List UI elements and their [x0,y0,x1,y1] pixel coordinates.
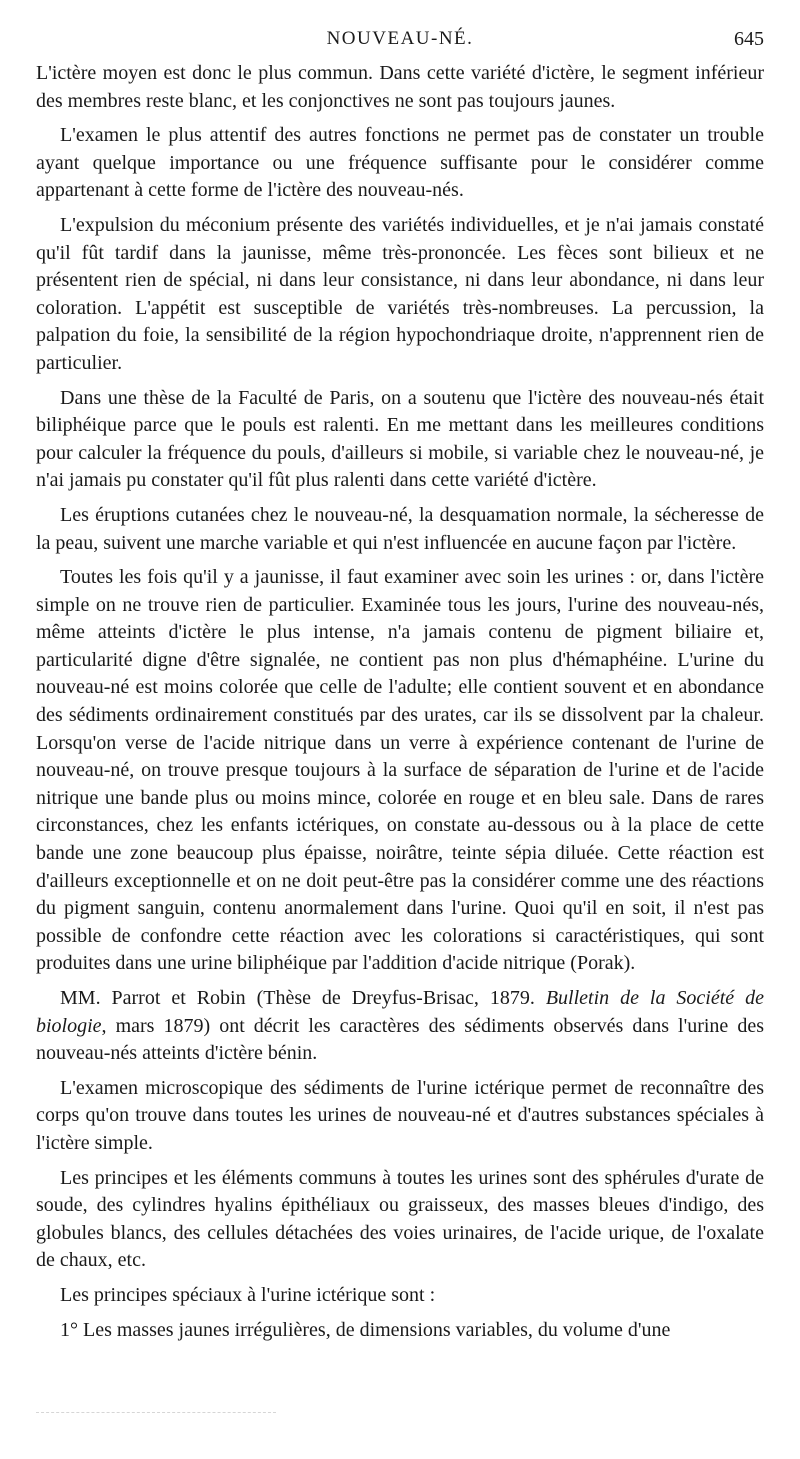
page-number: 645 [734,28,764,50]
page-body [36,60,764,1351]
paragraph: Les éruptions cutanées chez le nouveau-né, la desquamation normale, la sécheresse de la peau, suivent une marche variable et qui n'est influencée en aucune façon par l'ictère. [36,503,764,554]
paragraph: Dans une thèse de la Faculté de Paris, on a soutenu que l'ictère des nouveau-nés était biliphéique parce que le pouls est ralenti. En me mettant dans les meilleures conditions pour calculer la fréquence du pouls, d'ailleurs si mobile, si variable chez le nouveau-né, je n'ai jamais pu constater qu'il fût plus ralenti dans cette variété d'ictère. [36,386,764,492]
running-header [36,28,764,58]
scan-artifact [36,1412,276,1413]
paragraph: L'ictère moyen est donc le plus commun. Dans cette variété d'ictère, le segment inférieur des membres reste blanc, et les conjonctives ne sont pas toujours jaunes. [36,62,764,112]
citation-paragraph [36,985,764,1068]
journal-title: Bulletin de la Société de biologie [36,987,764,1037]
citation-text-after: , mars 1879) ont décrit les caractères des sédiments observés dans l'urine des nouveau-nés atteints d'ictère bénin. [36,1014,764,1065]
paragraph: Toutes les fois qu'il y a jaunisse, il faut examiner avec soin les urines : or, dans l'ictère simple on ne trouve rien de particulier. Examinée tous les jours, l'urine des nouveau-nés, même atteints d'ictère le plus intense, n'a jamais contenu de pigment biliaire et, particularité digne d'être signalée, ne contient pas non plus d'hémaphéine. L'urine du nouveau-né est moins colorée que celle de l'adulte; elle contient souvent et en abondance des sédiments ordinairement constitués par des urates, car ils se dissolvent par la chaleur. Lorsqu'on verse de l'acide nitrique dans un verre à expérience contenant de l'urine de nouveau-né, on trouve presque toujours à la surface de séparation de l'urine et de l'acide nitrique une bande plus ou moins mince, colorée en rouge et en bleu sale. Dans de rares circonstances, chez les enfants ictériques, on constate au-dessous ou à la place de cette bande une zone beaucoup plus épaisse, noirâtre, teinte sépia diluée. Cette réaction est d'ailleurs exceptionnelle et on ne doit peut-être pas la considérer comme une des réactions du pigment sanguin, contenu anormalement dans l'urine. Quoi qu'il en soit, il n'est pas possible de confondre cette réaction avec les colorations si caractéristiques, qui sont produites dans une urine biliphéique par l'addition d'acide nitrique (Porak). [36,566,764,975]
paragraph: 1° Les masses jaunes irrégulières, de dimensions variables, du volume d'une [60,1318,671,1341]
paragraph: Les principes et les éléments communs à toutes les urines sont des sphérules d'urate de soude, des cylindres hyalins épithéliaux ou graisseux, des masses bleues d'indigo, des globules blancs, des cellules détachées des voies urinaires, de l'acide urique, de l'oxalate de chaux, etc. [36,1166,764,1272]
paragraph: L'examen microscopique des sédiments de l'urine ictérique permet de reconnaître des corps qu'on trouve dans toutes les urines de nouveau-né et d'autres substances spéciales à l'ictère simple. [36,1076,764,1154]
running-title: NOUVEAU-NÉ. [326,28,474,49]
paragraph: L'examen le plus attentif des autres fonctions ne permet pas de constater un trouble ayant quelque importance ou une fréquence suffisante pour le considérer comme appartenant à cette forme de l'ictère des nouveau-nés. [36,124,764,202]
paragraph: L'expulsion du méconium présente des variétés individuelles, et je n'ai jamais constaté qu'il fût tardif dans la jaunisse, même très-prononcée. Les fèces sont bilieux et ne présentent rien de spécial, ni dans leur consistance, ni dans leur abondance, ni dans leur coloration. L'appétit est susceptible de variétés très-nombreuses. La percussion, la palpation du foie, la sensibilité de la région hypochondriaque droite, n'apprennent rien de particulier. [36,213,764,374]
paragraph: Les principes spéciaux à l'urine ictérique sont : [60,1283,436,1306]
citation-text-before: MM. Parrot et Robin (Thèse de Dreyfus-Brisac, 1879. [60,987,546,1009]
